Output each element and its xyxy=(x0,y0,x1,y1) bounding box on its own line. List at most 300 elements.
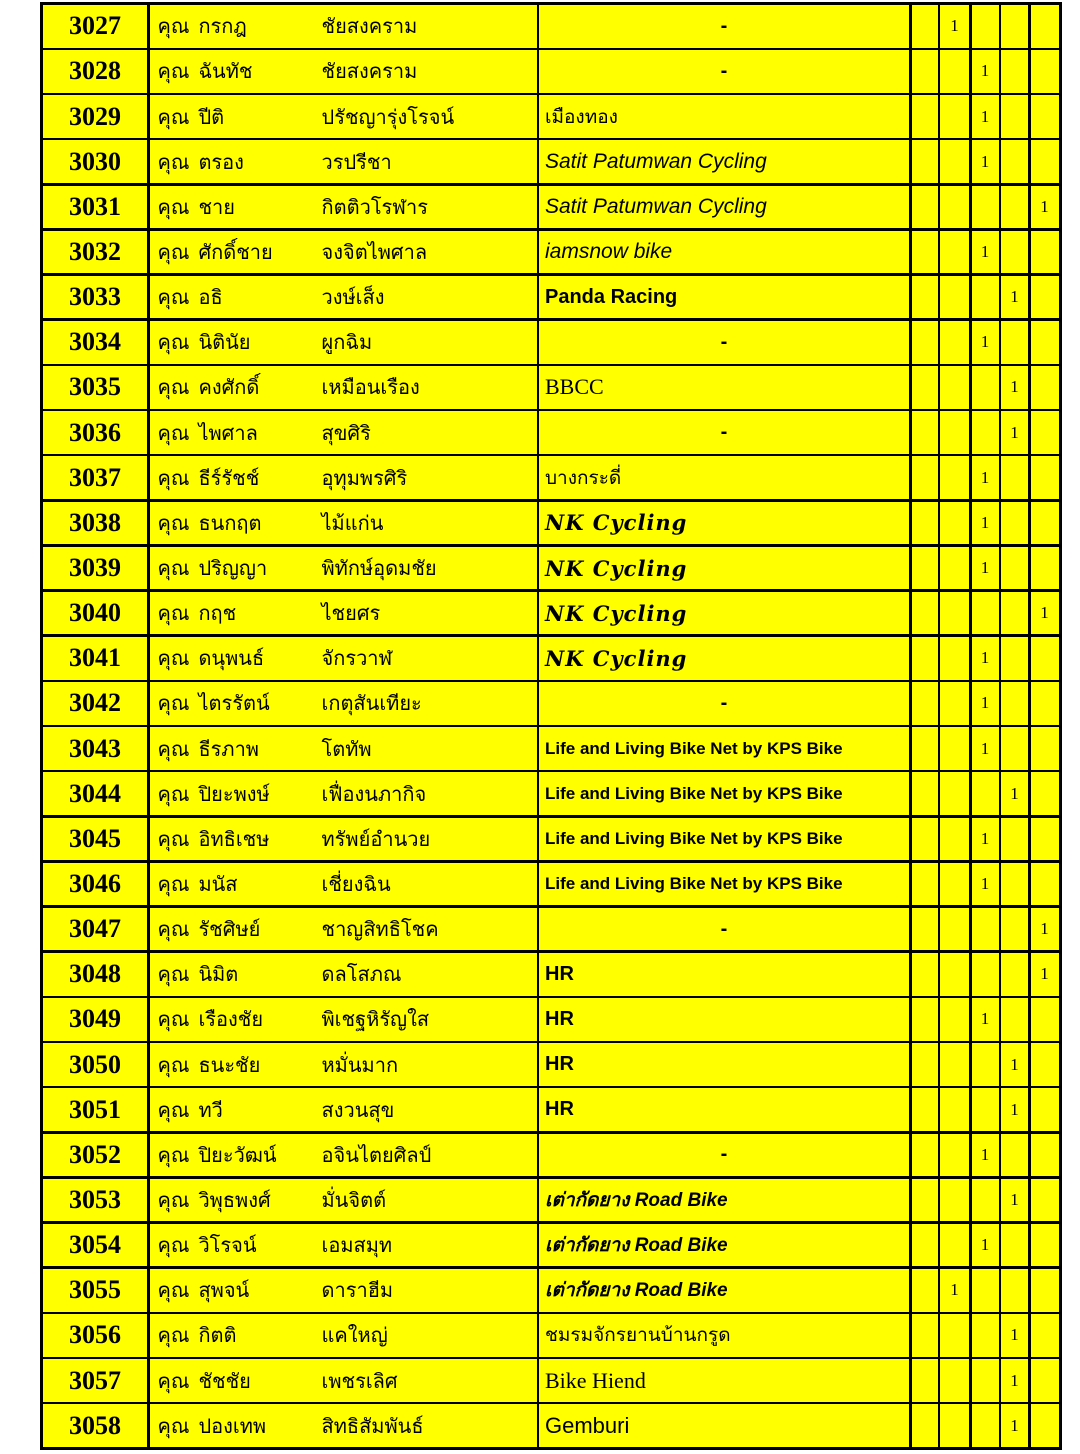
category-mark-cell-3: 1 xyxy=(972,637,999,680)
category-mark-cell-1 xyxy=(912,547,938,590)
rider-title: คุณ xyxy=(157,1099,190,1122)
category-mark-cell-4: 1 xyxy=(1001,1179,1028,1222)
rider-name-cell xyxy=(150,1088,537,1131)
rider-first-name: ตรอง xyxy=(198,151,244,174)
rider-title: คุณ xyxy=(157,648,190,671)
rider-first-name: เรืองชัย xyxy=(198,1009,264,1032)
rider-first-name: ชาย xyxy=(198,196,235,219)
category-mark-cell-2 xyxy=(940,863,969,906)
category-mark-cell-3 xyxy=(972,1269,999,1312)
rider-title: คุณ xyxy=(157,422,190,445)
rider-title: คุณ xyxy=(157,1325,190,1348)
category-mark-cell-2 xyxy=(940,998,969,1041)
category-mark-cell-5 xyxy=(1031,682,1059,725)
category-mark-cell-3: 1 xyxy=(972,1224,999,1267)
rider-title: คุณ xyxy=(157,1054,190,1077)
rider-name-cell xyxy=(150,95,537,138)
category-mark-cell-1 xyxy=(912,276,938,319)
team-name: NK Cycling xyxy=(539,547,909,590)
category-mark-cell-4 xyxy=(1001,231,1028,274)
category-mark-cell-2 xyxy=(940,818,969,861)
rider-name-cell xyxy=(150,1043,537,1086)
category-mark-cell-1 xyxy=(912,1134,938,1177)
rider-first-name: ทวี xyxy=(198,1099,223,1122)
rider-name-cell xyxy=(150,998,537,1041)
rider-id: 3046 xyxy=(43,863,147,906)
category-mark-cell-5 xyxy=(1031,1314,1059,1357)
rider-last-name: ปรัชญารุ่งโรจน์ xyxy=(321,106,455,129)
rider-title: คุณ xyxy=(157,467,190,490)
team-name: Life and Living Bike Net by KPS Bike xyxy=(539,772,909,815)
category-mark-cell-2 xyxy=(940,953,969,996)
rider-title: คุณ xyxy=(157,603,190,626)
rider-title: คุณ xyxy=(157,1009,190,1032)
team-name: - xyxy=(539,5,909,48)
rider-title: คุณ xyxy=(157,151,190,174)
category-mark-cell-2 xyxy=(940,772,969,815)
category-mark-cell-3 xyxy=(972,276,999,319)
team-name: - xyxy=(539,908,909,951)
rider-name-cell xyxy=(150,953,537,996)
rider-title: คุณ xyxy=(157,828,190,851)
category-mark-cell-3: 1 xyxy=(972,321,999,364)
rider-name-cell xyxy=(150,231,537,274)
rider-id: 3058 xyxy=(43,1404,147,1447)
team-name: เต่ากัดยาง Road Bike xyxy=(539,1224,909,1267)
rider-id: 3050 xyxy=(43,1043,147,1086)
rider-id: 3034 xyxy=(43,321,147,364)
rider-id: 3039 xyxy=(43,547,147,590)
rider-id: 3047 xyxy=(43,908,147,951)
category-mark-cell-2 xyxy=(940,547,969,590)
category-mark-cell-3: 1 xyxy=(972,547,999,590)
rider-last-name: เฟื่องนภากิจ xyxy=(321,783,427,806)
rider-name-cell xyxy=(150,682,537,725)
rider-id: 3027 xyxy=(43,5,147,48)
category-mark-cell-3: 1 xyxy=(972,682,999,725)
team-name: iamsnow bike xyxy=(539,231,909,274)
category-mark-cell-3 xyxy=(972,1179,999,1222)
category-mark-cell-3: 1 xyxy=(972,456,999,499)
category-mark-cell-5 xyxy=(1031,1088,1059,1131)
category-mark-cell-2 xyxy=(940,1359,969,1402)
rider-title: คุณ xyxy=(157,873,190,896)
category-mark-cell-3 xyxy=(972,366,999,409)
category-mark-cell-5 xyxy=(1031,321,1059,364)
rider-first-name: วิโรจน์ xyxy=(198,1235,257,1258)
rider-name-cell xyxy=(150,186,537,229)
category-mark-cell-5 xyxy=(1031,140,1059,183)
rider-name-cell xyxy=(150,1134,537,1177)
team-name: Bike Hiend xyxy=(539,1359,909,1402)
category-mark-cell-2 xyxy=(940,1088,969,1131)
category-mark-cell-3 xyxy=(972,953,999,996)
category-mark-cell-5 xyxy=(1031,1134,1059,1177)
rider-last-name: อจินไตยศิลป์ xyxy=(321,1144,432,1167)
rider-title: คุณ xyxy=(157,332,190,355)
rider-id: 3055 xyxy=(43,1269,147,1312)
rider-last-name: ดาราฮีม xyxy=(321,1280,394,1303)
rider-last-name: สงวนสุข xyxy=(321,1099,395,1122)
category-mark-cell-1 xyxy=(912,727,938,770)
category-mark-cell-3 xyxy=(972,592,999,635)
category-mark-cell-4 xyxy=(1001,50,1028,93)
category-mark-cell-2: 1 xyxy=(940,1269,969,1312)
rider-last-name: แคใหญ่ xyxy=(321,1325,388,1348)
rider-id: 3028 xyxy=(43,50,147,93)
category-mark-cell-1 xyxy=(912,1088,938,1131)
category-mark-cell-1 xyxy=(912,772,938,815)
rider-first-name: ธีรภาพ xyxy=(198,738,259,761)
rider-first-name: ธีร์รัชช์ xyxy=(198,467,260,490)
rider-name-cell xyxy=(150,772,537,815)
category-mark-cell-1 xyxy=(912,1043,938,1086)
team-name: HR xyxy=(539,998,909,1041)
rider-name-cell xyxy=(150,908,537,951)
rider-last-name: กิตติวโรฬาร xyxy=(321,196,428,219)
category-mark-cell-5 xyxy=(1031,1224,1059,1267)
category-mark-cell-3 xyxy=(972,1359,999,1402)
category-mark-cell-2 xyxy=(940,321,969,364)
category-mark-cell-3 xyxy=(972,1088,999,1131)
category-mark-cell-3: 1 xyxy=(972,863,999,906)
category-mark-cell-1 xyxy=(912,637,938,680)
rider-last-name: จักรวาฬ xyxy=(321,648,393,671)
rider-name-cell xyxy=(150,547,537,590)
category-mark-cell-4 xyxy=(1001,95,1028,138)
rider-id: 3056 xyxy=(43,1314,147,1357)
rider-first-name: กฤช xyxy=(198,603,237,626)
rider-name-cell xyxy=(150,1179,537,1222)
category-mark-cell-1 xyxy=(912,231,938,274)
team-name: Satit Patumwan Cycling xyxy=(539,186,909,229)
team-name: NK Cycling xyxy=(539,637,909,680)
category-mark-cell-2 xyxy=(940,908,969,951)
team-name: เต่ากัดยาง Road Bike xyxy=(539,1269,909,1312)
rider-last-name: ไชยศร xyxy=(321,603,381,626)
category-mark-cell-5 xyxy=(1031,231,1059,274)
rider-last-name: พิทักษ์อุดมชัย xyxy=(321,558,437,580)
category-mark-cell-4 xyxy=(1001,547,1028,590)
rider-first-name: ปิยะวัฒน์ xyxy=(198,1144,277,1167)
rider-title: คุณ xyxy=(157,1415,190,1438)
team-name: Satit Patumwan Cycling xyxy=(539,140,909,183)
category-mark-cell-1 xyxy=(912,140,938,183)
team-name: บางกระดี่ xyxy=(539,456,909,499)
rider-title: คุณ xyxy=(157,558,190,580)
category-mark-cell-5 xyxy=(1031,366,1059,409)
rider-last-name: ไม้แก่น xyxy=(321,512,384,535)
rider-id: 3041 xyxy=(43,637,147,680)
team-name: - xyxy=(539,411,909,454)
category-mark-cell-5: 1 xyxy=(1031,592,1059,635)
category-mark-cell-4 xyxy=(1001,321,1028,364)
rider-last-name: จงจิตไพศาล xyxy=(321,242,428,265)
team-name: - xyxy=(539,321,909,364)
category-mark-cell-4 xyxy=(1001,5,1028,48)
rider-id: 3038 xyxy=(43,502,147,545)
category-mark-cell-1 xyxy=(912,953,938,996)
category-mark-cell-1 xyxy=(912,411,938,454)
rider-name-cell xyxy=(150,727,537,770)
rider-id: 3054 xyxy=(43,1224,147,1267)
category-mark-cell-5: 1 xyxy=(1031,908,1059,951)
rider-name-cell xyxy=(150,1404,537,1447)
rider-id: 3036 xyxy=(43,411,147,454)
category-mark-cell-5 xyxy=(1031,411,1059,454)
rider-id: 3030 xyxy=(43,140,147,183)
category-mark-cell-4 xyxy=(1001,998,1028,1041)
rider-last-name: วงษ์เส็ง xyxy=(321,287,385,310)
rider-first-name: ธนะชัย xyxy=(198,1054,261,1077)
rider-first-name: ปองเทพ xyxy=(198,1415,267,1438)
category-mark-cell-3: 1 xyxy=(972,818,999,861)
category-mark-cell-5 xyxy=(1031,727,1059,770)
rider-id: 3052 xyxy=(43,1134,147,1177)
category-mark-cell-5 xyxy=(1031,1043,1059,1086)
category-mark-cell-3: 1 xyxy=(972,140,999,183)
category-mark-cell-3 xyxy=(972,772,999,815)
rider-last-name: วรปรีชา xyxy=(321,151,392,174)
rider-first-name: นิตินัย xyxy=(198,332,251,355)
team-name: NK Cycling xyxy=(539,592,909,635)
rider-first-name: ไพศาล xyxy=(198,422,258,445)
team-name: NK Cycling xyxy=(539,502,909,545)
category-mark-cell-1 xyxy=(912,1359,938,1402)
rider-last-name: ผูกฉิม xyxy=(321,332,373,355)
rider-name-cell xyxy=(150,1269,537,1312)
category-mark-cell-3 xyxy=(972,1043,999,1086)
category-mark-cell-1 xyxy=(912,592,938,635)
category-mark-cell-4 xyxy=(1001,186,1028,229)
rider-title: คุณ xyxy=(157,106,190,129)
rider-last-name: ดลโสภณ xyxy=(321,964,402,987)
rider-first-name: ธนกฤต xyxy=(198,512,262,535)
category-mark-cell-3: 1 xyxy=(972,502,999,545)
rider-id: 3051 xyxy=(43,1088,147,1131)
category-mark-cell-1 xyxy=(912,998,938,1041)
rider-name-cell xyxy=(150,592,537,635)
category-mark-cell-4 xyxy=(1001,1269,1028,1312)
category-mark-cell-3: 1 xyxy=(972,727,999,770)
category-mark-cell-2 xyxy=(940,50,969,93)
category-mark-cell-3 xyxy=(972,411,999,454)
rider-name-cell xyxy=(150,863,537,906)
team-name: เมืองทอง xyxy=(539,95,909,138)
category-mark-cell-2 xyxy=(940,502,969,545)
rider-first-name: ไตรรัตน์ xyxy=(198,693,270,716)
category-mark-cell-2 xyxy=(940,1404,969,1447)
rider-title: คุณ xyxy=(157,242,190,265)
team-name: - xyxy=(539,682,909,725)
category-mark-cell-2 xyxy=(940,1134,969,1177)
rider-first-name: รัชศิษย์ xyxy=(198,919,261,942)
team-name: HR xyxy=(539,1043,909,1086)
rider-last-name: เพชรเลิศ xyxy=(321,1370,398,1393)
category-mark-cell-3 xyxy=(972,186,999,229)
category-mark-cell-2 xyxy=(940,1314,969,1357)
category-mark-cell-1 xyxy=(912,818,938,861)
rider-last-name: โตทัพ xyxy=(321,738,372,761)
rider-first-name: วิพุธพงศ์ xyxy=(198,1189,271,1212)
rider-last-name: ชาญสิทธิโชค xyxy=(321,919,439,942)
rider-last-name: พิเชฐหิรัญใส xyxy=(321,1009,430,1032)
category-mark-cell-4 xyxy=(1001,140,1028,183)
rider-last-name: เอมสมุท xyxy=(321,1235,393,1258)
rider-title: คุณ xyxy=(157,377,190,400)
category-mark-cell-4 xyxy=(1001,908,1028,951)
rider-first-name: สุพจน์ xyxy=(198,1280,250,1303)
category-mark-cell-4: 1 xyxy=(1001,772,1028,815)
rider-first-name: ฉันทัช xyxy=(198,61,253,84)
category-mark-cell-4 xyxy=(1001,818,1028,861)
rider-title: คุณ xyxy=(157,1189,190,1212)
category-mark-cell-4 xyxy=(1001,502,1028,545)
rider-last-name: ชัยสงคราม xyxy=(321,16,418,39)
rider-first-name: กิตติ xyxy=(198,1325,237,1348)
category-mark-cell-1 xyxy=(912,1314,938,1357)
rider-title: คุณ xyxy=(157,738,190,761)
category-mark-cell-5 xyxy=(1031,863,1059,906)
category-mark-cell-1 xyxy=(912,95,938,138)
category-mark-cell-5 xyxy=(1031,1359,1059,1402)
rider-first-name: อิทธิเชษ xyxy=(198,828,270,851)
category-mark-cell-4: 1 xyxy=(1001,1314,1028,1357)
team-name: BBCC xyxy=(539,366,909,409)
category-mark-cell-1 xyxy=(912,1179,938,1222)
category-mark-cell-2 xyxy=(940,95,969,138)
rider-name-cell xyxy=(150,276,537,319)
rider-id: 3045 xyxy=(43,818,147,861)
rider-title: คุณ xyxy=(157,512,190,535)
rider-first-name: อธิ xyxy=(198,287,223,310)
team-name: - xyxy=(539,50,909,93)
category-mark-cell-3: 1 xyxy=(972,95,999,138)
rider-title: คุณ xyxy=(157,16,190,39)
category-mark-cell-1 xyxy=(912,5,938,48)
category-mark-cell-4: 1 xyxy=(1001,1359,1028,1402)
rider-first-name: นิมิต xyxy=(198,964,239,987)
category-mark-cell-4 xyxy=(1001,592,1028,635)
category-mark-cell-1 xyxy=(912,321,938,364)
rider-name-cell xyxy=(150,502,537,545)
category-mark-cell-4: 1 xyxy=(1001,1088,1028,1131)
team-name: เต่ากัดยาง Road Bike xyxy=(539,1179,909,1222)
category-mark-cell-3 xyxy=(972,1404,999,1447)
category-mark-cell-5: 1 xyxy=(1031,186,1059,229)
rider-title: คุณ xyxy=(157,919,190,942)
category-mark-cell-4: 1 xyxy=(1001,276,1028,319)
team-name: Gemburi xyxy=(539,1404,909,1447)
rider-last-name: อุทุมพรศิริ xyxy=(321,467,408,490)
rider-last-name: เกตุสันเทียะ xyxy=(321,693,422,716)
team-name: Panda Racing xyxy=(539,276,909,319)
rider-first-name: ดนุพนธ์ xyxy=(198,648,265,671)
rider-first-name: คงศักดิ์ xyxy=(198,377,260,400)
rider-id: 3037 xyxy=(43,456,147,499)
rider-first-name: ปริญญา xyxy=(198,558,268,580)
rider-title: คุณ xyxy=(157,783,190,806)
rider-name-cell xyxy=(150,1314,537,1357)
rider-last-name: ทรัพย์อำนวย xyxy=(321,828,431,851)
category-mark-cell-1 xyxy=(912,456,938,499)
rider-first-name: ศักดิ์ชาย xyxy=(198,242,273,265)
team-name: Life and Living Bike Net by KPS Bike xyxy=(539,818,909,861)
rider-id: 3048 xyxy=(43,953,147,996)
category-mark-cell-1 xyxy=(912,1224,938,1267)
category-mark-cell-3: 1 xyxy=(972,50,999,93)
category-mark-cell-2 xyxy=(940,276,969,319)
category-mark-cell-1 xyxy=(912,1404,938,1447)
category-mark-cell-3: 1 xyxy=(972,998,999,1041)
category-mark-cell-5 xyxy=(1031,276,1059,319)
rider-last-name: ชัยสงคราม xyxy=(321,61,418,84)
rider-first-name: ปีติ xyxy=(198,106,225,129)
team-name: Life and Living Bike Net by KPS Bike xyxy=(539,727,909,770)
category-mark-cell-4 xyxy=(1001,953,1028,996)
team-name: HR xyxy=(539,953,909,996)
category-mark-cell-5 xyxy=(1031,1269,1059,1312)
category-mark-cell-5 xyxy=(1031,1404,1059,1447)
category-mark-cell-4: 1 xyxy=(1001,1043,1028,1086)
rider-last-name: หมั่นมาก xyxy=(321,1054,399,1077)
category-mark-cell-2 xyxy=(940,231,969,274)
category-mark-cell-4 xyxy=(1001,1134,1028,1177)
rider-name-cell xyxy=(150,456,537,499)
rider-name-cell xyxy=(150,321,537,364)
category-mark-cell-2 xyxy=(940,140,969,183)
rider-id: 3031 xyxy=(43,186,147,229)
category-mark-cell-5 xyxy=(1031,50,1059,93)
rider-last-name: มั่นจิตต์ xyxy=(321,1189,387,1212)
category-mark-cell-5 xyxy=(1031,456,1059,499)
rider-title: คุณ xyxy=(157,1235,190,1258)
category-mark-cell-1 xyxy=(912,366,938,409)
category-mark-cell-2: 1 xyxy=(940,5,969,48)
rider-name-cell xyxy=(150,366,537,409)
category-mark-cell-5 xyxy=(1031,502,1059,545)
rider-id: 3032 xyxy=(43,231,147,274)
category-mark-cell-4: 1 xyxy=(1001,1404,1028,1447)
rider-title: คุณ xyxy=(157,693,190,716)
rider-id: 3035 xyxy=(43,366,147,409)
category-mark-cell-4: 1 xyxy=(1001,366,1028,409)
category-mark-cell-4 xyxy=(1001,1224,1028,1267)
rider-id: 3044 xyxy=(43,772,147,815)
category-mark-cell-3: 1 xyxy=(972,1134,999,1177)
category-mark-cell-2 xyxy=(940,727,969,770)
rider-title: คุณ xyxy=(157,196,190,219)
rider-last-name: เชี่ยงฉิน xyxy=(321,873,391,896)
rider-first-name: กรกฎ xyxy=(198,16,247,39)
category-mark-cell-1 xyxy=(912,863,938,906)
category-mark-cell-2 xyxy=(940,1179,969,1222)
category-mark-cell-4 xyxy=(1001,637,1028,680)
team-name: - xyxy=(539,1134,909,1177)
category-mark-cell-5 xyxy=(1031,772,1059,815)
rider-id: 3057 xyxy=(43,1359,147,1402)
category-mark-cell-5 xyxy=(1031,637,1059,680)
rider-title: คุณ xyxy=(157,61,190,84)
category-mark-cell-3: 1 xyxy=(972,231,999,274)
rider-last-name: สิทธิสัมพันธ์ xyxy=(321,1415,424,1438)
rider-name-cell xyxy=(150,637,537,680)
category-mark-cell-5 xyxy=(1031,1179,1059,1222)
rider-id: 3042 xyxy=(43,682,147,725)
rider-first-name: มนัส xyxy=(198,873,238,896)
team-name: Life and Living Bike Net by KPS Bike xyxy=(539,863,909,906)
rider-first-name: ชัชชัย xyxy=(198,1370,251,1393)
